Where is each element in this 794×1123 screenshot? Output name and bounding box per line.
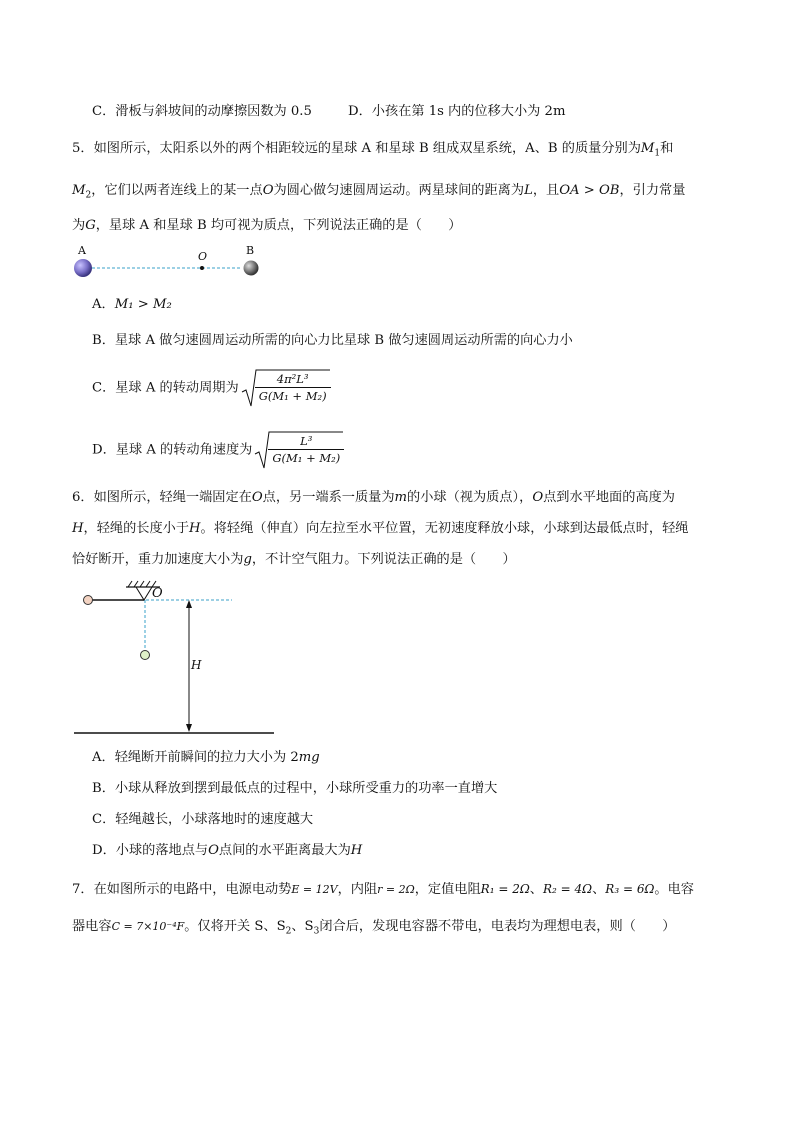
q6-option-a: A．轻绳断开前瞬间的拉力大小为 2mg — [92, 750, 320, 765]
q5-stem-line3: 为G，星球 A 和星球 B 均可视为质点，下列说法正确的是（ ） — [72, 218, 462, 233]
center-point-o — [200, 266, 204, 270]
q6-option-b: B．小球从释放到摆到最低点的过程中，小球所受重力的功率一直增大 — [92, 781, 498, 796]
ball-lowest — [141, 651, 150, 660]
label-o: O — [152, 586, 163, 601]
height-arrow-bottom — [186, 724, 192, 732]
label-b: B — [246, 244, 255, 257]
sqrt-angular-velocity: $\frac{\text{L³}}{\text{G(M₁ + M₂)}}$ — [254, 430, 344, 470]
q4-option-c: C．滑板与斜坡间的动摩擦因数为 0.5 — [92, 104, 312, 119]
star-a — [74, 259, 92, 277]
binary-star-figure — [70, 244, 270, 280]
q5-stem-line2: $M_2$，它们以两者连线上的某一点O为圆心做匀速圆周运动。两星球间的距离为L，且OA > OB，引力常量 — [72, 183, 686, 201]
star-b — [244, 261, 259, 276]
q6-stem-line2: H，轻绳的长度小于H。将轻绳（伸直）向左拉至水平位置，无初速度释放小球，小球到达最低点时，轻绳 — [72, 521, 689, 536]
q5-option-c: C．星球 A 的转动周期为 $\frac{\text{4π²L³}}{\text{G(M₁ + M₂)}}$ — [92, 368, 331, 409]
q7-stem-line1: 7．在如图所示的电路中，电源电动势E = 12V，内阻r = 2Ω，定值电阻R₁ = 2Ω、R₂ = 4Ω、R₃ = 6Ω。电容 — [72, 882, 694, 897]
ball-start — [84, 596, 93, 605]
q4-option-d: D．小孩在第 1s 内的位移大小为 2m — [348, 104, 566, 119]
q5-option-a: A．M₁ > M₂ — [92, 297, 172, 312]
q6-option-d: D．小球的落地点与O点间的水平距离最大为H — [92, 843, 363, 858]
pivot-support — [136, 587, 152, 600]
q5-option-d: D．星球 A 的转动角速度为 $\frac{\text{L³}}{\text{G(M₁ + M₂)}}$ — [92, 430, 344, 471]
q5-stem-line1: 5．如图所示，太阳系以外的两个相距较远的星球 A 和星球 B 组成双星系统，A、B 的质量分别为$M_1$和 — [72, 141, 674, 159]
pendulum-figure — [74, 578, 284, 740]
label-o: O — [198, 250, 208, 263]
label-h: H — [191, 658, 202, 672]
q6-stem-line3: 恰好断开，重力加速度大小为g，不计空气阻力。下列说法正确的是（ ） — [72, 552, 516, 567]
q6-stem-line1: 6．如图所示，轻绳一端固定在O点，另一端系一质量为m的小球（视为质点），O点到水平地面的高度为 — [72, 490, 675, 505]
q7-stem-line2: 器电容C = 7×10⁻⁴F。仅将开关 S、$S_2$、$S_3$闭合后，发现电容器不带电，电表均为理想电表，则（ ） — [72, 919, 676, 937]
label-a: A — [78, 244, 86, 257]
sqrt-period: $\frac{\text{4π²L³}}{\text{G(M₁ + M₂)}}$ — [241, 368, 331, 408]
height-arrow-top — [186, 600, 192, 608]
pendulum-diagram — [74, 578, 284, 740]
q6-option-c: C．轻绳越长，小球落地时的速度越大 — [92, 812, 314, 827]
q5-option-b: B．星球 A 做匀速圆周运动所需的向心力比星球 B 做匀速圆周运动所需的向心力小 — [92, 333, 573, 348]
binary-star-diagram — [70, 244, 270, 280]
